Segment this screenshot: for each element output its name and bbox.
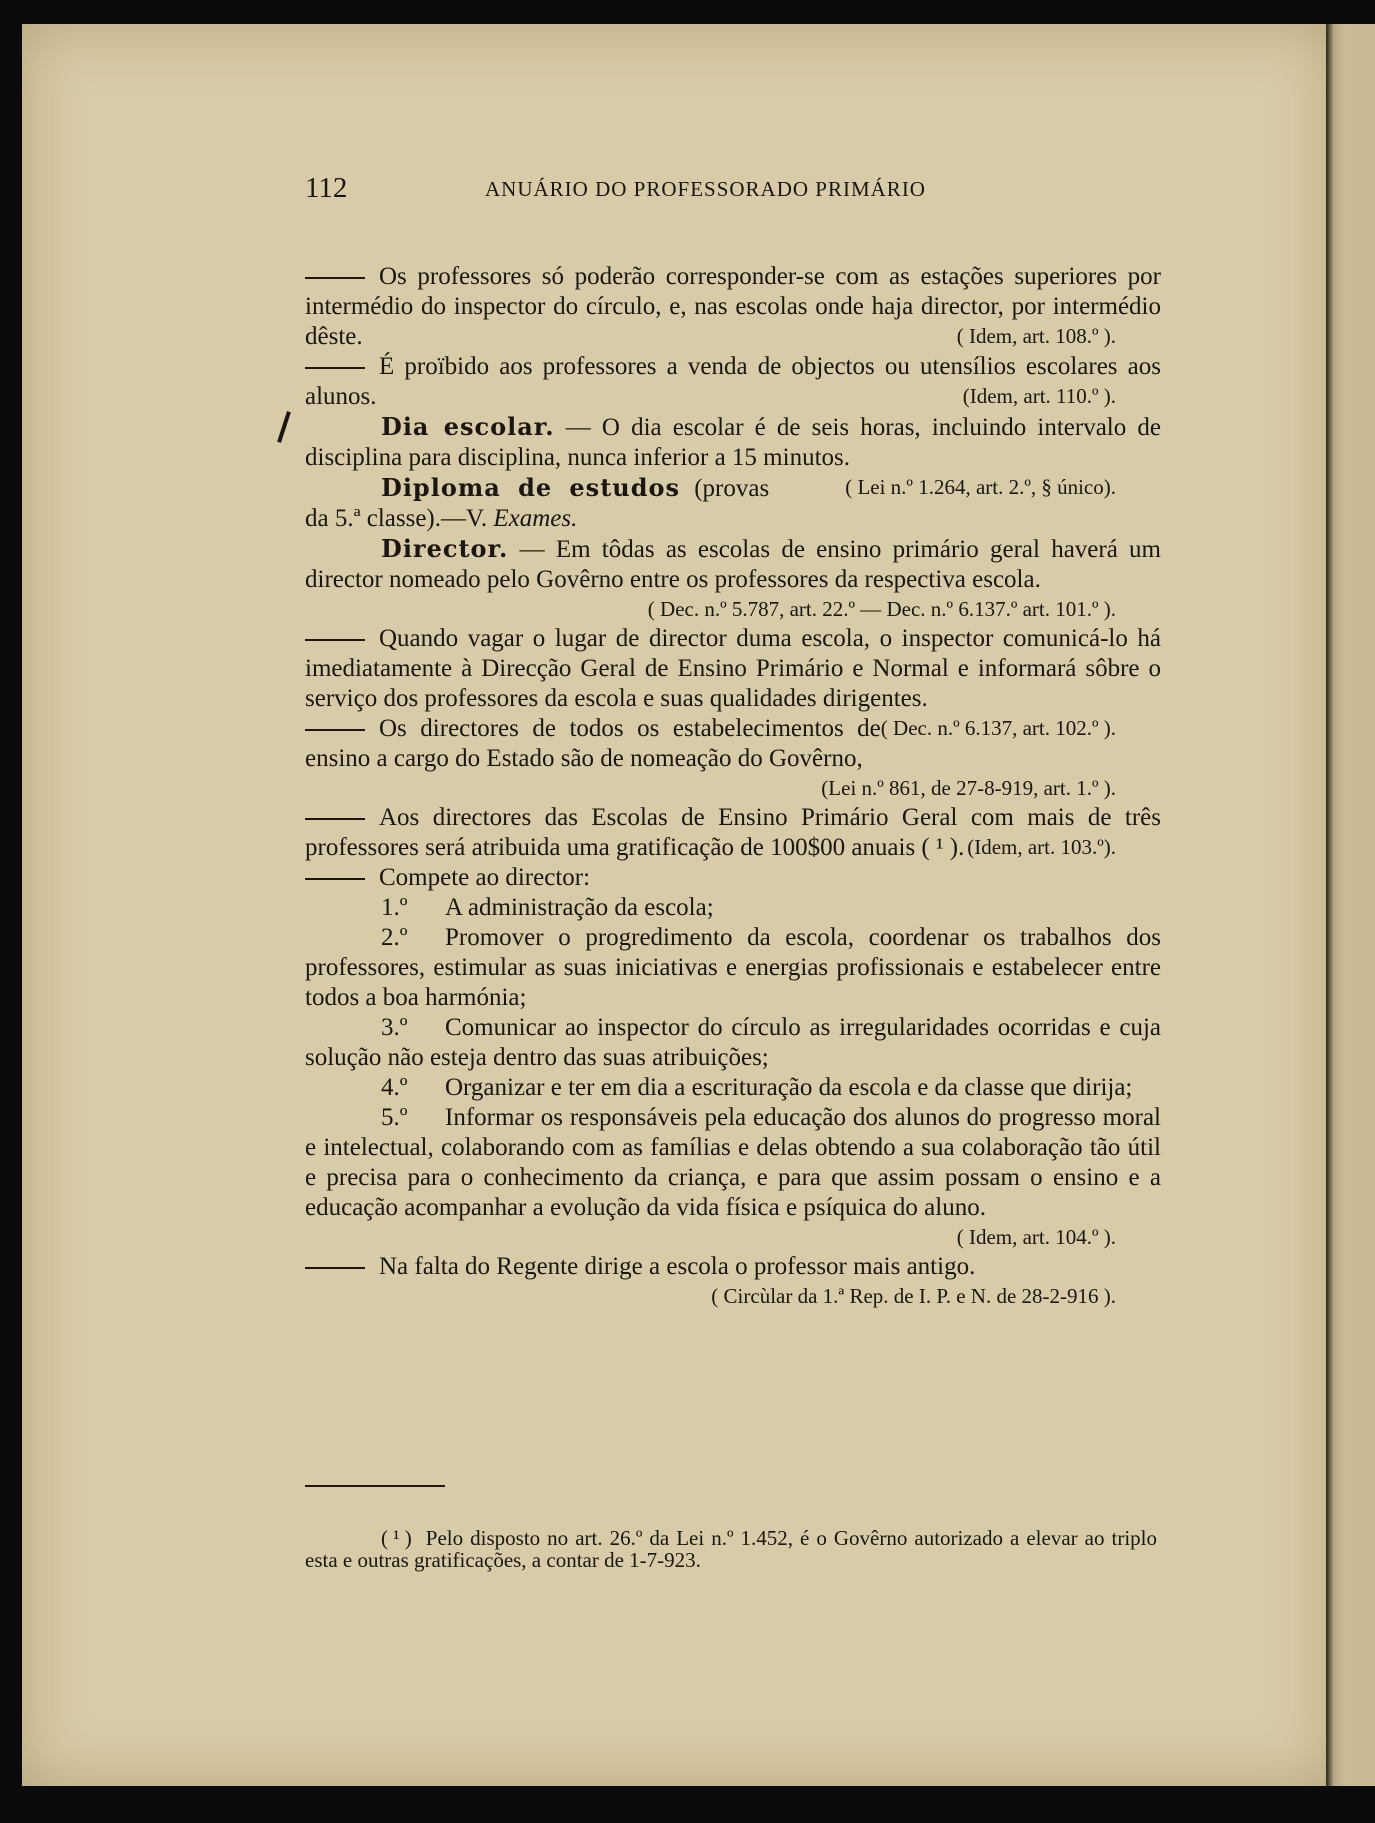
list-item-number: 4.º	[381, 1074, 408, 1101]
em-rule	[305, 729, 365, 731]
entry-text: — O dia escolar é de seis horas, incluindo intervalo de disciplina para disciplina, nunca inferior a 15 minutos.	[305, 414, 1161, 471]
page-number: 112	[305, 172, 348, 204]
paragraph	[305, 624, 1161, 740]
paragraph-text: É proïbido aos professores a venda de objectos ou utensílios escolares aos alunos.	[305, 353, 1161, 410]
footnote-text: Pelo disposto no art. 26.º da Lei n.º 1.452, é o Govêrno autorizado a elevar ao triplo esta e outras gratificações, a contar de 1-7-923.	[305, 1526, 1157, 1572]
citation: ( Lei n.º 1.264, art. 2.º, § único).	[845, 475, 1116, 499]
citation: (Idem, art. 110.º ).	[962, 384, 1116, 408]
entry-text: (provas da 5.ª classe).—V.	[305, 475, 770, 532]
em-rule	[305, 818, 365, 820]
entry-headword: Diploma de estudos	[381, 473, 681, 502]
citation: ( Idem, art. 104.º ).	[956, 1225, 1116, 1249]
citation: ( Circùlar da 1.ª Rep. de I. P. e N. de 28-2-916 ).	[711, 1284, 1116, 1308]
page-header	[305, 172, 1025, 212]
footnote	[305, 1527, 1157, 1571]
running-title: ANUÁRIO DO PROFESSORADO PRIMÁRIO	[485, 177, 926, 201]
list-item-text: Informar os responsáveis pela educação dos alunos do progresso moral e intelectual, colaborando com as famílias e delas obtendo a sua colaboração tão útil e precisa para o conhecimento da criança, e para que assim possam o ensino e a educação acompanhar a evolução da vida física e psíquica do aluno.	[305, 1104, 1161, 1221]
facing-page-edge	[1346, 24, 1375, 1786]
paragraph-text: Quando vagar o lugar de director duma escola, o inspector comunicá-lo há imediatamente à Direcção Geral de Ensino Primário e Normal e informará sôbre o serviço dos professores da escola e suas qualidades dirigentes.	[305, 625, 1161, 712]
list-item-text: Comunicar ao inspector do círculo as irregularidades ocorridas e cuja solução não esteja dentro das suas atribuições;	[305, 1014, 1161, 1071]
citation: ( Dec. n.º 5.787, art. 22.º — Dec. n.º 6.137.º art. 101.º ).	[647, 597, 1116, 621]
list-item-number: 3.º	[381, 1014, 408, 1041]
list-item	[305, 893, 1161, 923]
list-item	[305, 1103, 1161, 1223]
paragraph-text: Os professores só poderão corresponder-se com as estações superiores por intermédio do inspector do círculo, e, nas escolas onde haja director, por intermédio dêste.	[305, 263, 1161, 350]
entry-director	[305, 534, 1161, 595]
em-rule	[305, 1267, 365, 1269]
paragraph-text: Os directores de todos os estabelecimentos de ensino a cargo do Estado são de nomeação do Govêrno,	[305, 715, 881, 772]
em-rule	[305, 639, 365, 641]
paragraph-text: Na falta do Regente dirige a escola o professor mais antigo.	[379, 1253, 976, 1280]
paragraph	[305, 863, 1161, 893]
em-rule	[305, 277, 365, 279]
footnote-mark: ( ¹ )	[381, 1526, 412, 1550]
list-item-text: A administração da escola;	[445, 894, 714, 921]
em-rule	[305, 878, 365, 880]
list-item	[305, 1073, 1161, 1103]
paragraph	[305, 262, 1161, 352]
paragraph-text: Compete ao director:	[379, 864, 591, 891]
list-item-text: Organizar e ter em dia a escrituração da escola e da classe que dirija;	[445, 1074, 1133, 1101]
list-item	[305, 1013, 1161, 1073]
paragraph	[305, 1252, 1161, 1282]
citation: (Lei n.º 861, de 27-8-919, art. 1.º ).	[821, 776, 1116, 800]
paragraph-text: Aos directores das Escolas de Ensino Primário Geral com mais de três professores será atribuida uma gratificação de 100$00 anuais ( ¹ ).	[305, 804, 1161, 861]
footnote-separator	[305, 1485, 445, 1487]
cross-reference: Exames.	[493, 505, 578, 532]
paragraph	[305, 803, 1161, 863]
citation: ( Idem, art. 108.º ).	[956, 324, 1116, 348]
list-item-number: 2.º	[381, 924, 408, 951]
page-body	[305, 262, 1161, 1311]
entry-text: — Em tôdas as escolas de ensino primário geral haverá um director nomeado pelo Govêrno entre os professores da respectiva escola.	[305, 536, 1161, 593]
citation: ( Dec. n.º 6.137, art. 102.º ).	[880, 716, 1116, 740]
entry-headword: Director.	[381, 534, 509, 563]
list-item-number: 1.º	[381, 894, 408, 921]
entry-headword: Dia escolar.	[381, 412, 555, 441]
list-item-text: Promover o progredimento da escola, coordenar os trabalhos dos professores, estimular as suas iniciativas e energias profissionais e estabelecer entre todos a boa harmónia;	[305, 924, 1161, 1011]
list-item	[305, 923, 1161, 1013]
citation: (Idem, art. 103.º).	[967, 835, 1116, 859]
page-gutter	[1326, 24, 1346, 1786]
em-rule	[305, 367, 365, 369]
list-item-number: 5.º	[381, 1104, 408, 1131]
paragraph	[305, 352, 1161, 412]
